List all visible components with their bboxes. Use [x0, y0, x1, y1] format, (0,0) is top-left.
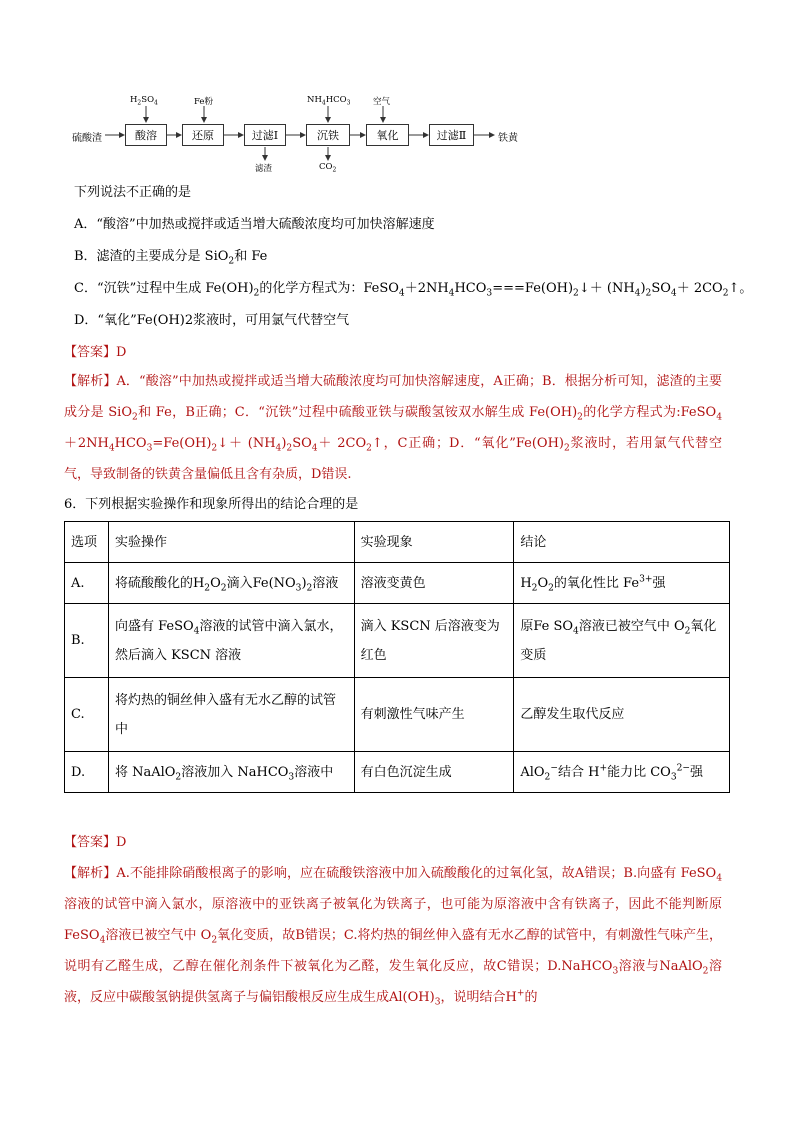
cell-phenomenon: 溶液变黄色 — [354, 563, 514, 604]
flow-box-reduce: 还原 — [182, 124, 224, 146]
cell-operation: 将硫酸酸化的$H_2O_2$滴入$Fe(NO_3)_2$溶液 — [108, 563, 354, 604]
cell-conclusion: $H_2O_2$的氧化性比 $Fe^{3+}$强 — [514, 563, 730, 604]
cell-conclusion: 原Fe $SO_4$溶液已被空气中 $O_2$氧化变质 — [514, 604, 730, 678]
table-row — [65, 752, 730, 793]
output-co2: $CO_2$ — [319, 162, 337, 174]
cell-option: C. — [65, 678, 109, 752]
q5-option-b: B．滤渣的主要成分是 SiO$_2$和 Fe — [74, 249, 268, 267]
q5-analysis — [64, 366, 722, 490]
cell-operation: 将灼热的铜丝伸入盛有无水乙醇的试管中 — [108, 678, 354, 752]
analysis-text: A.不能排除硝酸根离子的影响，应在硫酸铁溶液中加入硫酸酸化的过氧化氢，故A错误；B.向盛有 FeSO$_4$溶液的试管中滴入氯水，原溶液中的亚铁离子被氧化为铁离子，也可能为原溶液中含有铁离子，因此不能判断原FeSO$_4$溶液已被空气中 $O_2$氧化变质，故B错误；C.将灼热的铜丝伸入盛有无水乙醇的试管中，有刺激性气味产生，说明有乙醛生成，乙醇在催化剂条件下被氧化为乙醛，发生氧化反应，故C错误；D.NaHCO$_3$溶液与NaAlO$_2$溶液，反应中碳酸氢钠提供氢离子与偏铝酸根反应生成生成$Al(OH)_3$，说明结合H+的 — [64, 866, 723, 1008]
analysis-label: 【解析】 — [64, 866, 117, 881]
answer-value: D — [116, 345, 127, 360]
cell-option: D. — [65, 752, 109, 793]
q5-option-d: D．“氧化”Fe(OH)2浆液时，可用氯气代替空气 — [74, 313, 350, 328]
table-row — [65, 563, 730, 604]
q5-option-a: A．“酸溶”中加热或搅拌或适当增大硫酸浓度均可加快溶解速度 — [74, 217, 435, 232]
answer-value: D — [116, 835, 127, 850]
answer-label: 【答案】 — [64, 345, 117, 360]
flow-box-precipitate-iron: 沉铁 — [306, 124, 350, 146]
cell-phenomenon: 滴入 KSCN 后溶液变为红色 — [354, 604, 514, 678]
header-operation: 实验操作 — [108, 522, 354, 563]
q5-option-c: C．“沉铁”过程中生成 $Fe(OH)_2$的化学方程式为：$FeSO_4+2NH_4HCO_3===Fe(OH)_2↓+ (NH_4)_2SO_4+$ $2CO_2↑$。 — [74, 281, 753, 299]
flow-start-label: 硫酸渣 — [72, 133, 102, 144]
header-conclusion: 结论 — [514, 522, 730, 563]
header-phenomenon: 实验现象 — [354, 522, 514, 563]
input-h2so4: $H_2SO_4$ — [130, 95, 158, 107]
header-option: 选项 — [65, 522, 109, 563]
q6-stem: 6．下列根据实验操作和现象所得出的结论合理的是 — [64, 497, 359, 512]
experiment-table — [64, 521, 730, 793]
input-air: 空气 — [373, 97, 391, 107]
table-row — [65, 678, 730, 752]
flow-arrows — [0, 0, 794, 180]
cell-option: A. — [65, 563, 109, 604]
analysis-label: 【解析】 — [64, 374, 117, 389]
cell-phenomenon: 有刺激性气味产生 — [354, 678, 514, 752]
flow-box-filter-2: 过滤Ⅱ — [429, 124, 474, 146]
analysis-text: A．“酸溶”中加热或搅拌或适当增大硫酸浓度均可加快溶解速度，A正确；B．根据分析可知，滤渣的主要成分是 SiO$_2$和 Fe，B正确；C．“沉铁”过程中硫酸亚铁与碳酸氢铵双水解生成 $Fe(OH)_2$的化学方程式为$:FeSO_4+2NH_4HCO_3=Fe(OH)_2↓+ (NH_4)_2SO_4+$ $2CO_2↑$，C正确；D．“氧化$”Fe(OH)_2$浆液时，若用氯气代替空气，导致制备的铁黄含量偏低且含有杂质，D错误. — [64, 374, 723, 482]
cell-option: B. — [65, 604, 109, 678]
input-fe-powder: Fe粉 — [194, 97, 213, 107]
q5-answer — [64, 344, 126, 362]
q5-stem: 下列说法不正确的是 — [74, 185, 192, 200]
table-row — [65, 604, 730, 678]
q6-analysis — [64, 858, 722, 1013]
table-header-row — [65, 522, 730, 563]
output-filter-residue: 滤渣 — [255, 164, 273, 174]
flow-box-acid-dissolve: 酸溶 — [125, 124, 167, 146]
input-nh4hco3: $NH_4HCO_3$ — [307, 95, 351, 107]
cell-conclusion: 乙醇发生取代反应 — [514, 678, 730, 752]
answer-label: 【答案】 — [64, 835, 117, 850]
cell-phenomenon: 有白色沉淀生成 — [354, 752, 514, 793]
cell-conclusion: AlO$_2$−结合 H+能力比 $CO_3^{2-}$强 — [514, 752, 730, 793]
flow-box-oxidize: 氧化 — [366, 124, 409, 146]
flow-box-filter-1: 过滤Ⅰ — [244, 124, 286, 146]
cell-operation: 将 NaAlO$_2$溶液加入 NaHCO$_3$溶液中 — [108, 752, 354, 793]
flow-end-label: 铁黄 — [498, 133, 518, 144]
q6-answer — [64, 834, 126, 852]
cell-operation: 向盛有 FeSO$_4$溶液的试管中滴入氯水，然后滴入 KSCN 溶液 — [108, 604, 354, 678]
